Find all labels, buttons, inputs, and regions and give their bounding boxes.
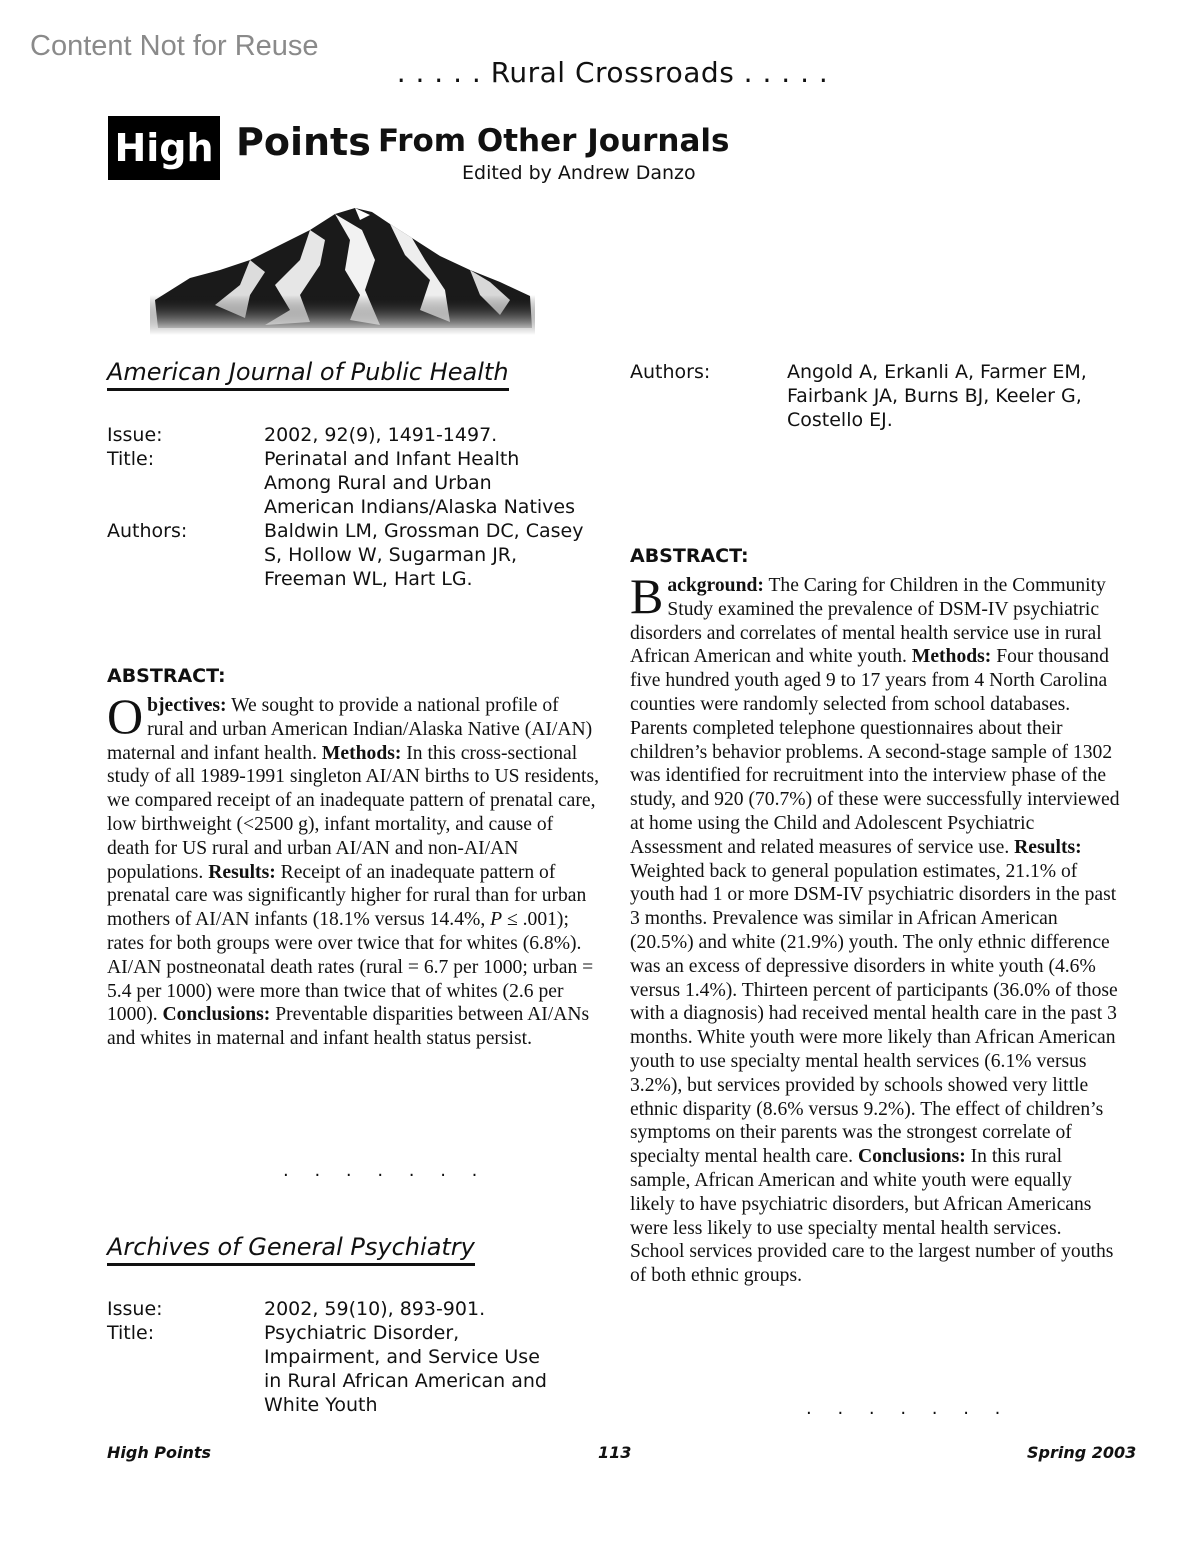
footer-issue-date: Spring 2003 <box>1027 1443 1137 1462</box>
results-label: Results: <box>1014 836 1082 858</box>
drop-cap: O <box>107 688 144 744</box>
title-value: Psychiatric Disorder, Impairment, and Service Use in Rural African American and White Youth <box>264 1322 547 1416</box>
conclusions-text: Preventable disparities between AI/ANs and whites in maternal and infant health status persist. <box>107 1004 590 1050</box>
issue-label: Issue: <box>107 424 163 446</box>
authors-value: Angold A, Erkanli A, Farmer EM, Fairbank JA, Burns BJ, Keeler G, Costello EJ. <box>787 361 1087 431</box>
abstract-heading: ABSTRACT: <box>107 665 226 687</box>
title-label: Title: <box>107 448 155 470</box>
conclusions-label: Conclusions: <box>162 1004 271 1026</box>
abstract-heading: ABSTRACT: <box>630 545 749 567</box>
issue-value: 2002, 59(10), 893-901. <box>264 1298 486 1320</box>
p-value-symbol: P <box>490 909 503 931</box>
masthead-high: High <box>108 116 220 180</box>
results-label: Results: <box>208 861 276 883</box>
methods-label: Methods: <box>911 646 992 668</box>
issue-label: Issue: <box>107 1298 163 1320</box>
conclusions-label: Conclusions: <box>857 1146 966 1168</box>
article2-abstract <box>630 568 1120 1288</box>
authors-label: Authors: <box>630 361 711 383</box>
authors-label: Authors: <box>107 520 188 542</box>
article1-abstract <box>107 688 599 1051</box>
section-separator: . . . . . . . <box>806 1398 1011 1419</box>
issue-value: 2002, 92(9), 1491-1497. <box>264 424 498 446</box>
conclusions-text: In this rural sample, African American and white youth were equally likely to have psychiatric disorders, but African Americans were less likely to use specialty mental health services. School services provided care to the largest number of youths of both ethnic groups. <box>630 1146 1114 1287</box>
objectives-label: bjectives: <box>147 695 227 716</box>
running-head: . . . . . Rural Crossroads . . . . . <box>396 56 829 89</box>
masthead-points: Points <box>236 120 371 164</box>
authors-value: Baldwin LM, Grossman DC, Casey S, Hollow W, Sugarman JR, Freeman WL, Hart LG. <box>264 520 584 590</box>
drop-cap: B <box>630 568 664 624</box>
results-text: Weighted back to general population estimates, 21.1% of youth had 1 or more DSM-IV psychiatric disorders in the past 3 months. Prevalence was similar in African American (20.5%) and white (21.9%) youth. The only ethnic difference was an excess of depressive disorders in white youth (4.6% versus 1.4%). Thirteen percent of participants (36.0% of those with a diagnosis) had received mental health care in the past 3 months. White youth were more likely than African American youth to use specialty mental health services (6.1% versus 3.2%), but services provided by schools showed very little ethnic disparity (8.6% versus 9.2%). The effect of children’s symptoms on their parents was the strongest correlate of specialty mental health care. <box>630 860 1118 1168</box>
footer-page-number: 113 <box>598 1443 632 1462</box>
methods-label: Methods: <box>321 742 402 764</box>
title-value: Perinatal and Infant Health Among Rural and Urban American Indians/Alaska Natives <box>264 448 576 518</box>
background-label: ackground: <box>667 575 764 596</box>
footer-publication: High Points <box>107 1443 212 1462</box>
watermark: Content Not for Reuse <box>30 30 319 62</box>
article1-meta <box>107 423 602 591</box>
section-separator: . . . . . . . <box>283 1160 488 1181</box>
mountain-illustration <box>150 200 535 335</box>
journal-title-agp: Archives of General Psychiatry <box>107 1233 475 1266</box>
article2-authors <box>630 360 1130 432</box>
masthead-editor: Edited by Andrew Danzo <box>462 162 696 184</box>
results-text: Receipt of an inadequate pattern of prenatal care was significantly higher for rural than for urban mothers of AI/AN infants (18.1% versus 14.4%, <box>107 861 587 931</box>
masthead-subtitle: From Other Journals <box>378 123 730 159</box>
objectives-text: We sought to provide a national profile of rural and urban American Indian/Alaska Native (AI/AN) maternal and infant health. <box>107 695 593 764</box>
article2-meta <box>107 1297 602 1417</box>
background-text: The Caring for Children in the Community Study examined the prevalence of DSM-IV psychiatric disorders and correlates of mental health service use in rural African American and white youth. <box>630 575 1106 668</box>
journal-title-ajph: American Journal of Public Health <box>107 358 509 391</box>
results-text-cont: ≤ .001); rates for both groups were over twice that for whites (6.8%). AI/AN postneonatal death rates (rural = 6.7 per 1000; urban = 5.4 per 1000) were more than twice that of whites (2.6 per 1000). <box>107 909 594 1026</box>
methods-text: In this cross-sectional study of all 1989-1991 singleton AI/AN births to US residents, we compared receipt of an inadequate pattern of prenatal care, low birthweight (<2500 g), infant mortality, and cause of death for US rural and urban AI/AN and non-AI/AN populations. <box>107 742 599 883</box>
title-label: Title: <box>107 1322 155 1344</box>
methods-text: Four thousand five hundred youth aged 9 to 17 years from 4 North Carolina counties were randomly selected from school databases. Parents completed telephone questionnaires about their children’s behavior problems. A second-stage sample of 1302 was identified for recruitment into the interview phase of the study, and 920 (70.7%) of these were successfully interviewed at home using the Child and Adolescent Psychiatric Assessment and related measures of service use. <box>630 646 1120 858</box>
